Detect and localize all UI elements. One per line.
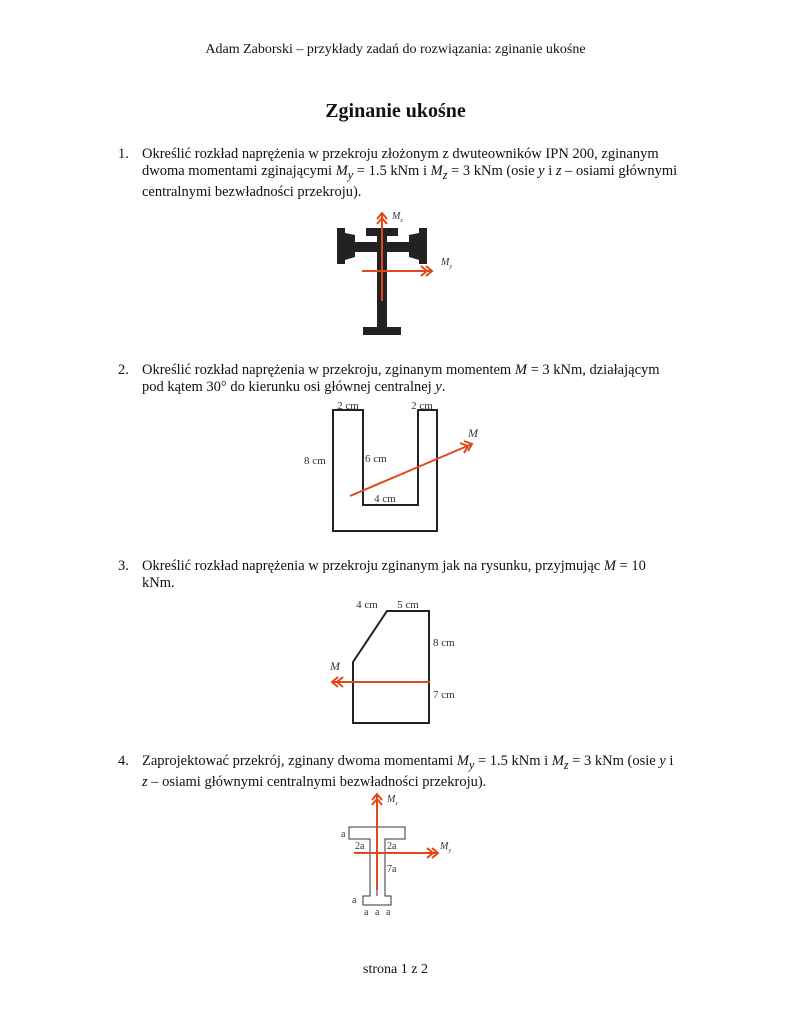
dim-left-width: 2 cm [337, 400, 359, 412]
figure-2-u-section [300, 396, 490, 536]
dim-base-3: a [386, 907, 391, 918]
dim-flange-left: 2a [355, 841, 365, 852]
figure-1-ipn-section [330, 205, 460, 340]
problem-number: 4. [118, 753, 129, 769]
problem-1 [118, 146, 678, 201]
mz-label: $M_z$ [392, 211, 403, 224]
dim-height-lower: 7 cm [433, 689, 455, 701]
page-footer: strona 1 z 2 [363, 962, 428, 977]
dim-top-right: 5 cm [397, 599, 419, 611]
m-arrow-30deg [350, 441, 472, 496]
dim-web-height: 7a [387, 864, 397, 875]
mz-label: $M_z$ [387, 794, 398, 807]
problem-text: Określić rozkład naprężenia w przekroju zginanym jak na rysunku, przyjmując M = 10 kNm. [142, 558, 646, 591]
my-arrow [362, 266, 432, 276]
problem-text: Zaprojektować przekrój, zginany dwoma momentami $M_y = 1.5$ kNm i $M_z = 3$ kNm (osie y i z – osiami głównymi centralnymi bezwładności przekroju). [142, 753, 674, 790]
problem-number: 1. [118, 146, 129, 162]
figure-4-t-section [330, 786, 470, 922]
dim-inner-width: 4 cm [374, 493, 396, 505]
dim-base-2: a [375, 907, 380, 918]
trapezoid-outline [353, 611, 429, 723]
m-label: M [330, 659, 340, 673]
u-section-outline [333, 410, 437, 531]
problem-number: 2. [118, 362, 129, 378]
dim-top-left: 4 cm [356, 599, 378, 611]
dim-base-1: a [364, 907, 369, 918]
dim-right-width: 2 cm [411, 400, 433, 412]
dim-inner-height: 6 cm [365, 453, 387, 465]
my-label: $M_y$ [441, 257, 453, 270]
m-label: M [468, 426, 478, 440]
mz-arrow [372, 794, 382, 890]
problem-text: Określić rozkład naprężenia w przekroju złożonym z dwuteowników IPN 200, zginanym dwoma momentami zginającymi $M_y = 1.5$ kNm i $M_z = 3$ kNm (osie y i z – osiami głównymi centralnymi bezwładności przekroju). [142, 146, 678, 200]
page-header: Adam Zaborski – przykłady zadań do rozwiązania: zginanie ukośne [205, 42, 586, 57]
problem-number: 3. [118, 558, 129, 574]
figure-3-trapezoid-section [320, 596, 470, 728]
m-arrow-horizontal [332, 677, 430, 687]
dim-flange-thickness: a [341, 829, 346, 840]
page-title: Zginanie ukośne [325, 100, 466, 122]
problem-2 [118, 362, 678, 396]
dim-total-height: 8 cm [304, 455, 326, 467]
problem-text: Określić rozkład naprężenia w przekroju, zginanym momentem M = 3 kNm, działającym pod kątem 30° do kierunku osi głównej centralnej y. [142, 362, 660, 395]
dim-flange-right: 2a [387, 841, 397, 852]
dim-height-upper: 8 cm [433, 637, 455, 649]
dim-base-thickness: a [352, 895, 357, 906]
my-label: $M_y$ [440, 841, 452, 854]
problem-3 [118, 558, 678, 592]
